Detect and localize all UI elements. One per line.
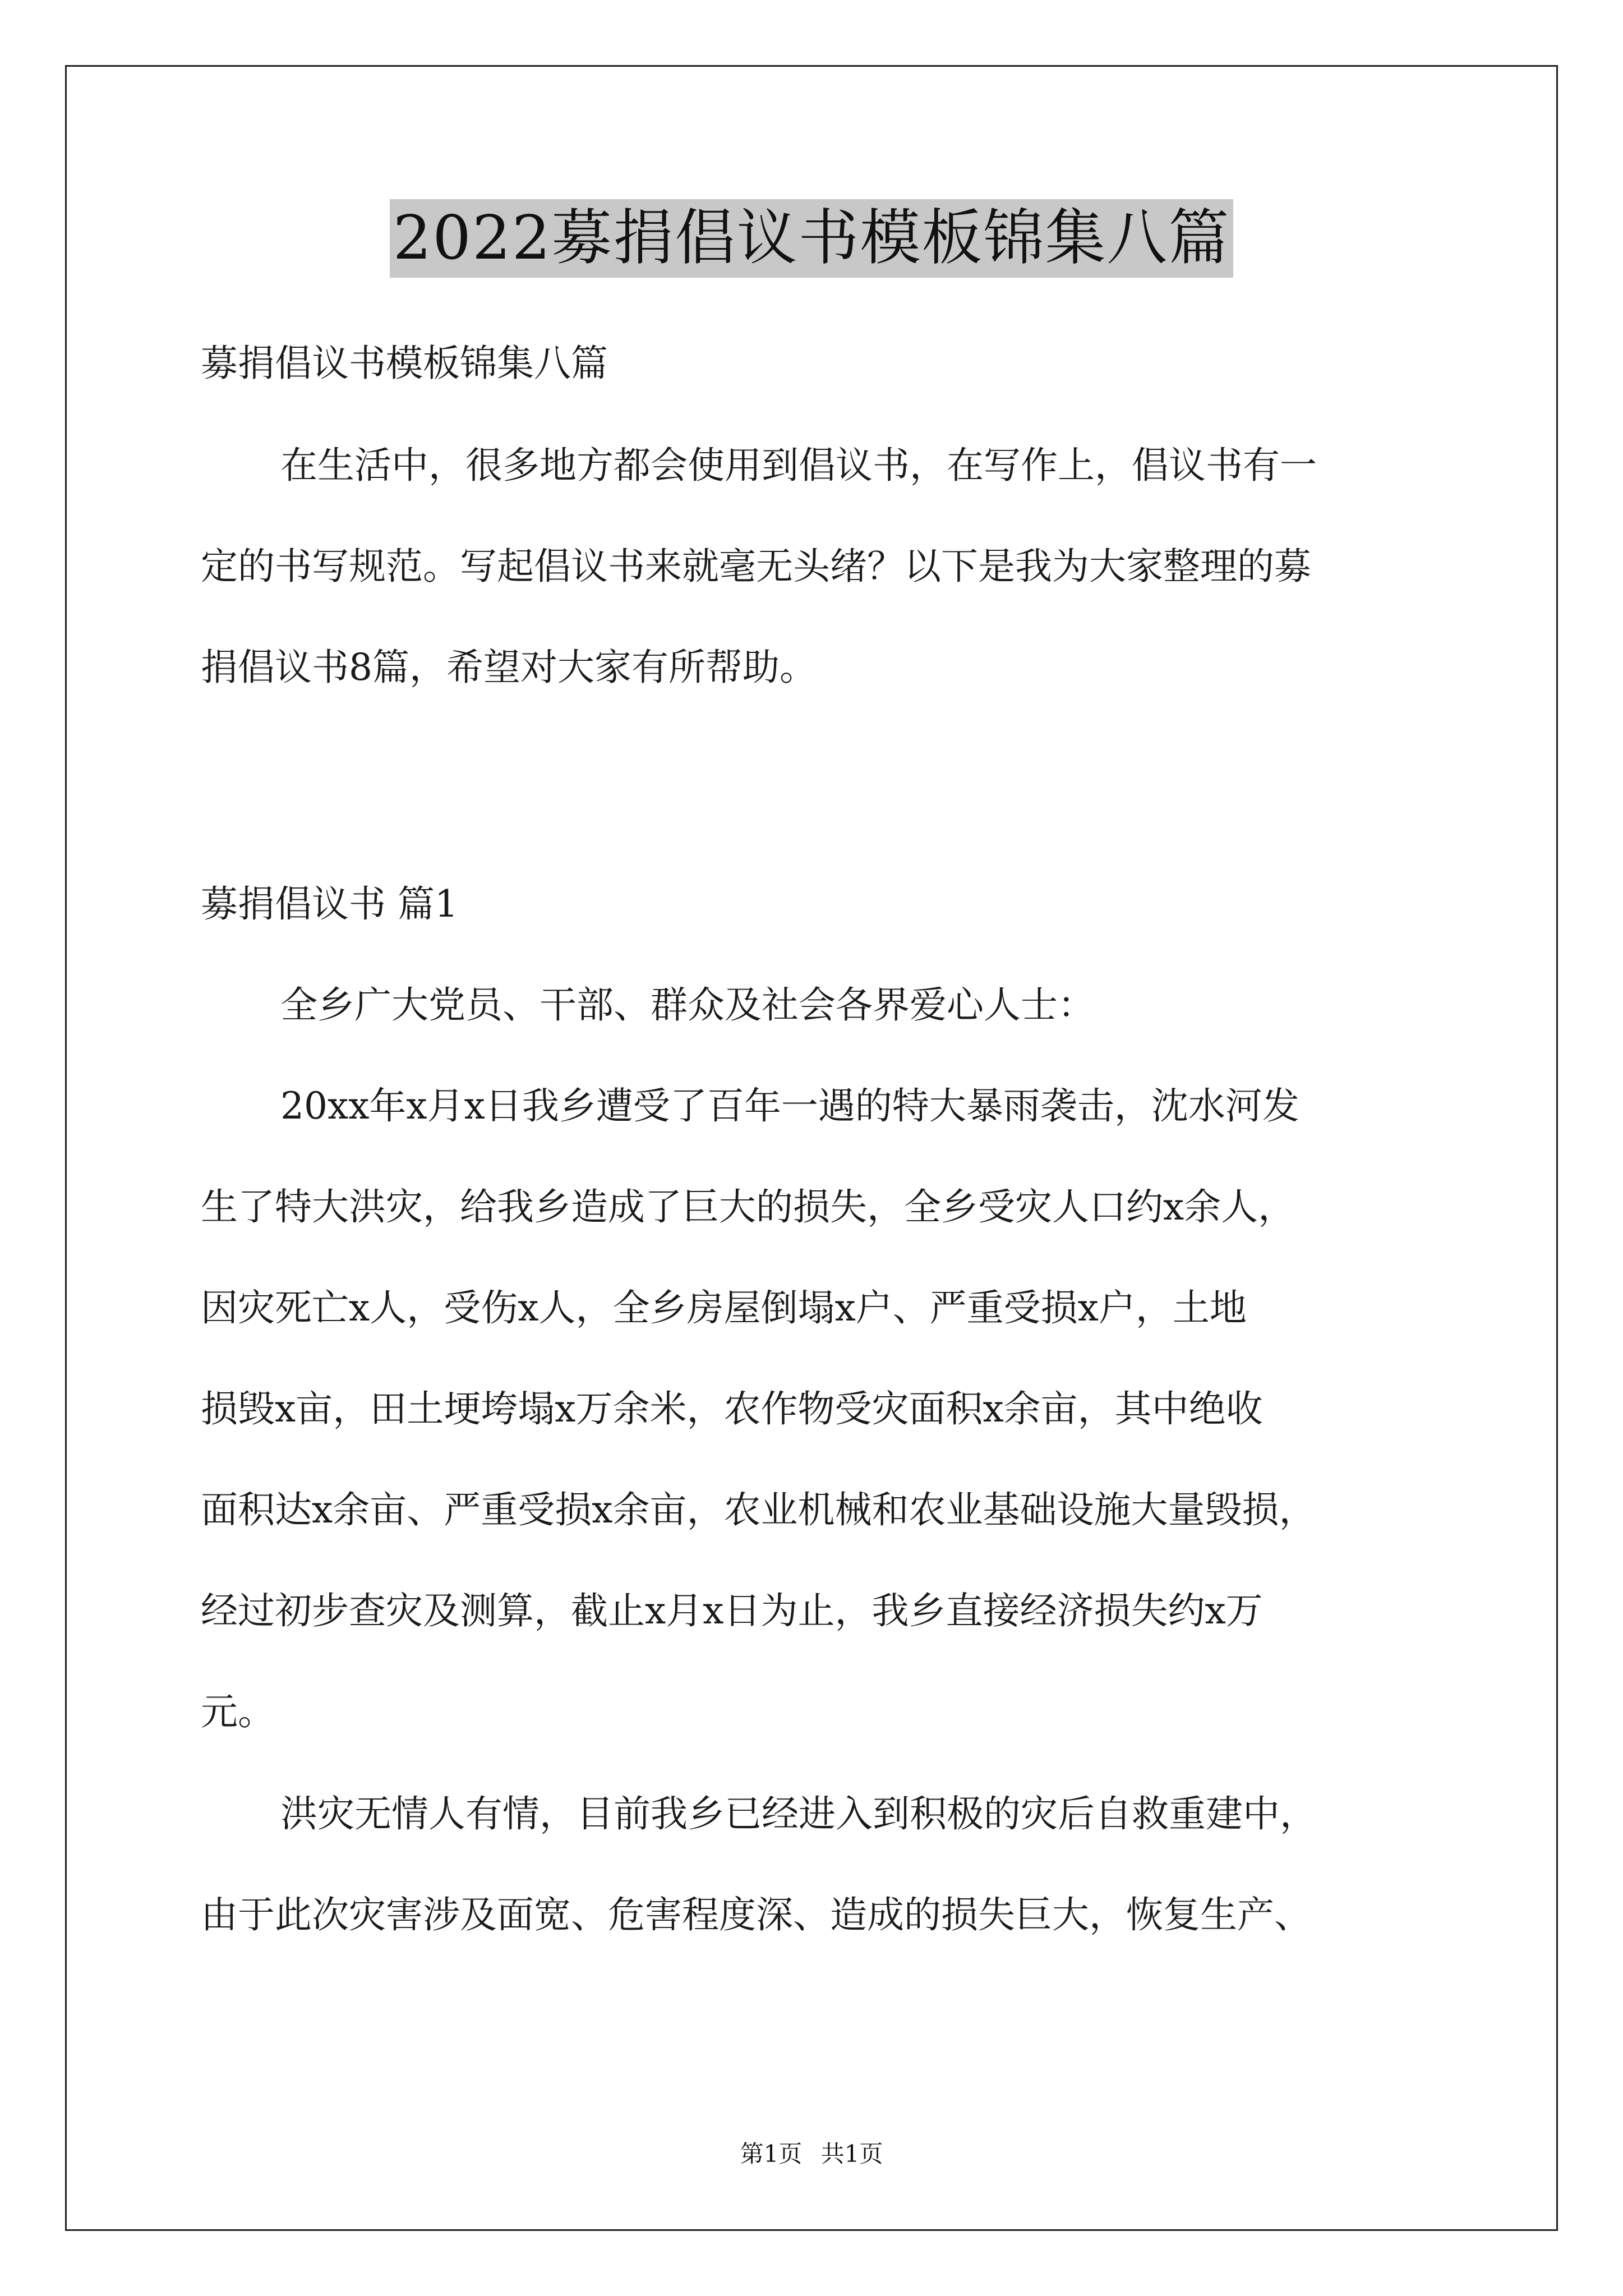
subtitle-line: 募捐倡议书模板锦集八篇 — [201, 342, 608, 385]
document-title: 2022募捐倡议书模板锦集八篇 — [390, 199, 1234, 278]
paragraph-line: 生了特大洪灾，给我乡造成了巨大的损失，全乡受灾人口约x余人， — [201, 1185, 1295, 1228]
page-number: 第1页 — [740, 2140, 803, 2168]
paragraph-line: 20xx年x月x日我乡遭受了百年一遇的特大暴雨袭击，沈水河发 — [280, 1084, 1299, 1128]
paragraph-line: 面积达x余亩、严重受损x余亩，农业机械和农业基础设施大量毁损， — [201, 1488, 1316, 1531]
title-container — [0, 199, 1623, 278]
page-footer — [0, 2137, 1623, 2171]
paragraph-line: 因灾死亡x人，受伤x人，全乡房屋倒塌x户、严重受损x户，土地 — [201, 1286, 1247, 1329]
page-total: 共1页 — [820, 2140, 883, 2168]
paragraph-line: 洪灾无情人有情，目前我乡已经进入到积极的灾后自救重建中， — [280, 1792, 1317, 1835]
paragraph-line: 损毁x亩，田土埂垮塌x万余米，农作物受灾面积x余亩，其中绝收 — [201, 1387, 1263, 1430]
paragraph-line: 定的书写规范。写起倡议书来就毫无头绪？以下是我为大家整理的募 — [201, 545, 1311, 588]
paragraph-line: 在生活中，很多地方都会使用到倡议书，在写作上，倡议书有一 — [280, 444, 1317, 487]
section-heading: 募捐倡议书 篇1 — [201, 882, 458, 926]
paragraph-line: 元。 — [201, 1690, 275, 1733]
paragraph-line: 经过初步查灾及测算，截止x月x日为止，我乡直接经济损失约x万 — [201, 1589, 1263, 1632]
paragraph-line: 捐倡议书8篇，希望对大家有所帮助。 — [201, 646, 817, 689]
paragraph-line: 全乡广大党员、干部、群众及社会各界爱心人士： — [280, 983, 1095, 1027]
paragraph-line: 由于此次灾害涉及面宽、危害程度深、造成的损失巨大，恢复生产、 — [201, 1893, 1311, 1936]
